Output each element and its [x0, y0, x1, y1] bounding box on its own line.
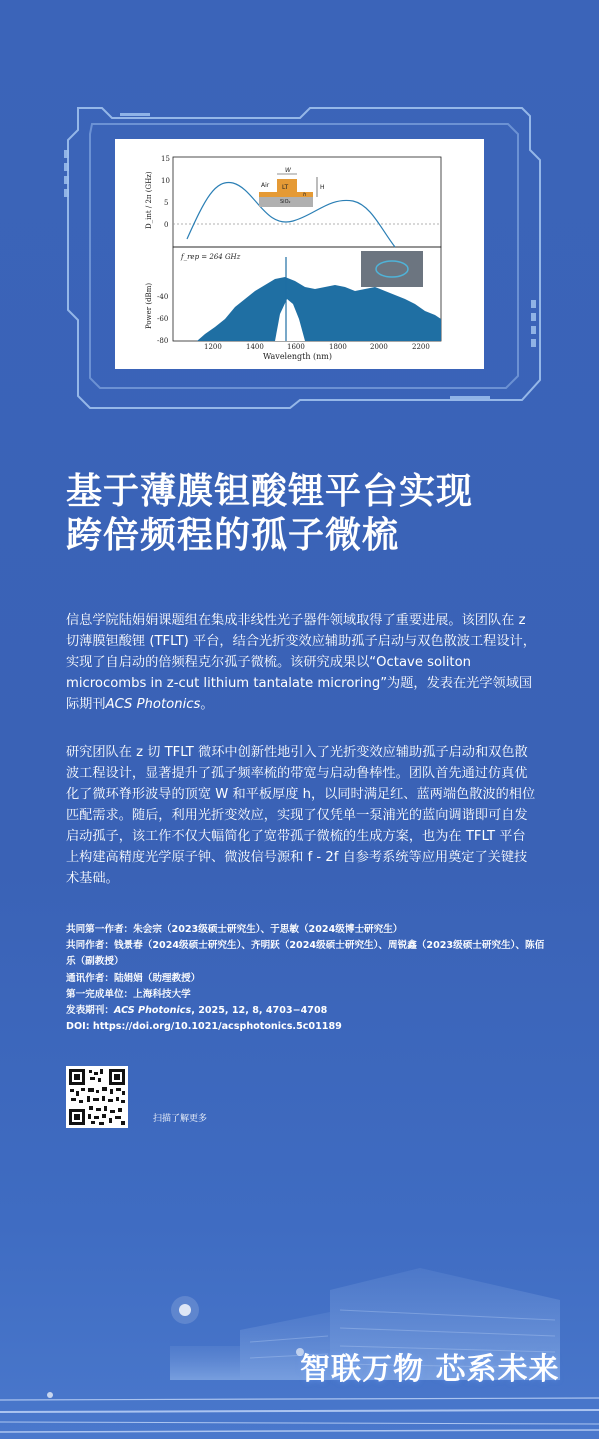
paragraph-details: 研究团队在 z 切 TFLT 微环中创新性地引入了光折变效应辅助孤子启动和双色散波工程设计，显著提升了孤子频率梳的带宽与启动鲁棒性。团队首先通过仿真优化了微环脊形波导的顶宽 W 和平板厚度 h，以同时满足红、蓝两端色散波的相位匹配需求。随后，利用光折变效应，实现了仅凭单一泵浦光的蓝向调谐即可自发启动孤子，该工作不仅大幅简化了宽带孤子微梳的生成方案，也为在 TFLT 平台上构建高精度光学原子钟、微波信号源和 f - 2f 自参考系统等应用奠定了关键技术基础。 — [66, 745, 536, 886]
corresponding-author: 通讯作者：陆娟娟（助理教授） — [66, 972, 201, 984]
credits-block — [66, 922, 546, 1035]
svg-text:H: H — [320, 184, 325, 191]
first-unit: 第一完成单位：上海科技大学 — [66, 988, 191, 1000]
svg-text:f_rep = 264 GHz: f_rep = 264 GHz — [181, 253, 241, 261]
paragraph-intro: 信息学院陆娟娟课题组在集成非线性光子器件领域取得了重要进展。该团队在 z 切薄膜钽酸锂 (TFLT) 平台，结合光折变效应辅助孤子启动与双色散波工程设计，实现了自启动的倍频程克尔孤子微梳。该研究成果以“Octave soliton microcombs in z-cut lithium tantalate microring”为题，发表在光学领域国际期刊ACS Photonics。 — [66, 613, 536, 712]
bottom-ylabel: Power (dBm) — [145, 282, 153, 329]
svg-text:-60: -60 — [157, 315, 169, 323]
svg-text:1200: 1200 — [204, 343, 222, 351]
research-figure — [115, 139, 484, 369]
svg-text:0: 0 — [164, 221, 169, 229]
svg-text:h: h — [303, 192, 307, 198]
article-title — [66, 470, 546, 558]
title-line-2: 跨倍频程的孤子微梳 — [66, 515, 400, 556]
title-line-1: 基于薄膜钽酸锂平台实现 — [66, 471, 474, 512]
top-ylabel: D_int / 2π (GHz) — [145, 171, 153, 229]
microring-photo-inset — [361, 251, 423, 287]
svg-text:Wavelength (nm): Wavelength (nm) — [263, 352, 333, 361]
coauthors: 共同作者：钱景春（2024级硕士研究生）、齐明跃（2024级硕士研究生）、周锐鑫（2023级硕士研究生）、陈佰乐（副教授） — [66, 940, 545, 968]
svg-text:Air: Air — [261, 182, 270, 189]
slogan: 智联万物 芯系未来 — [300, 1352, 560, 1387]
svg-text:1600: 1600 — [287, 343, 305, 351]
svg-text:LT: LT — [282, 184, 289, 191]
journal-name: ACS Photonics — [105, 697, 201, 712]
dispersion-and-spectrum-plot — [115, 139, 484, 369]
waveguide-inset — [259, 167, 325, 207]
svg-text:-40: -40 — [157, 293, 169, 301]
svg-text:2200: 2200 — [412, 343, 430, 351]
svg-text:1800: 1800 — [329, 343, 347, 351]
first-authors: 共同第一作者：朱会宗（2023级硕士研究生）、于思敏（2024级博士研究生） — [66, 924, 403, 935]
svg-text:W: W — [285, 167, 291, 174]
svg-text:2000: 2000 — [370, 343, 388, 351]
svg-text:5: 5 — [164, 199, 169, 207]
qr-code[interactable] — [66, 1066, 128, 1128]
svg-text:SiO₂: SiO₂ — [280, 199, 291, 205]
svg-text:10: 10 — [161, 177, 170, 185]
qr-code-icon — [66, 1066, 128, 1128]
qr-caption: 扫描了解更多 — [153, 1114, 208, 1124]
doi-link[interactable]: DOI: https://doi.org/10.1021/acsphotonics.5c01189 — [66, 1021, 342, 1033]
svg-text:-80: -80 — [157, 337, 169, 345]
journal-info: 发表期刊：ACS Photonics, 2025, 12, 8, 4703−4708 — [66, 1005, 328, 1017]
svg-text:15: 15 — [161, 155, 170, 163]
svg-text:1400: 1400 — [246, 343, 264, 351]
